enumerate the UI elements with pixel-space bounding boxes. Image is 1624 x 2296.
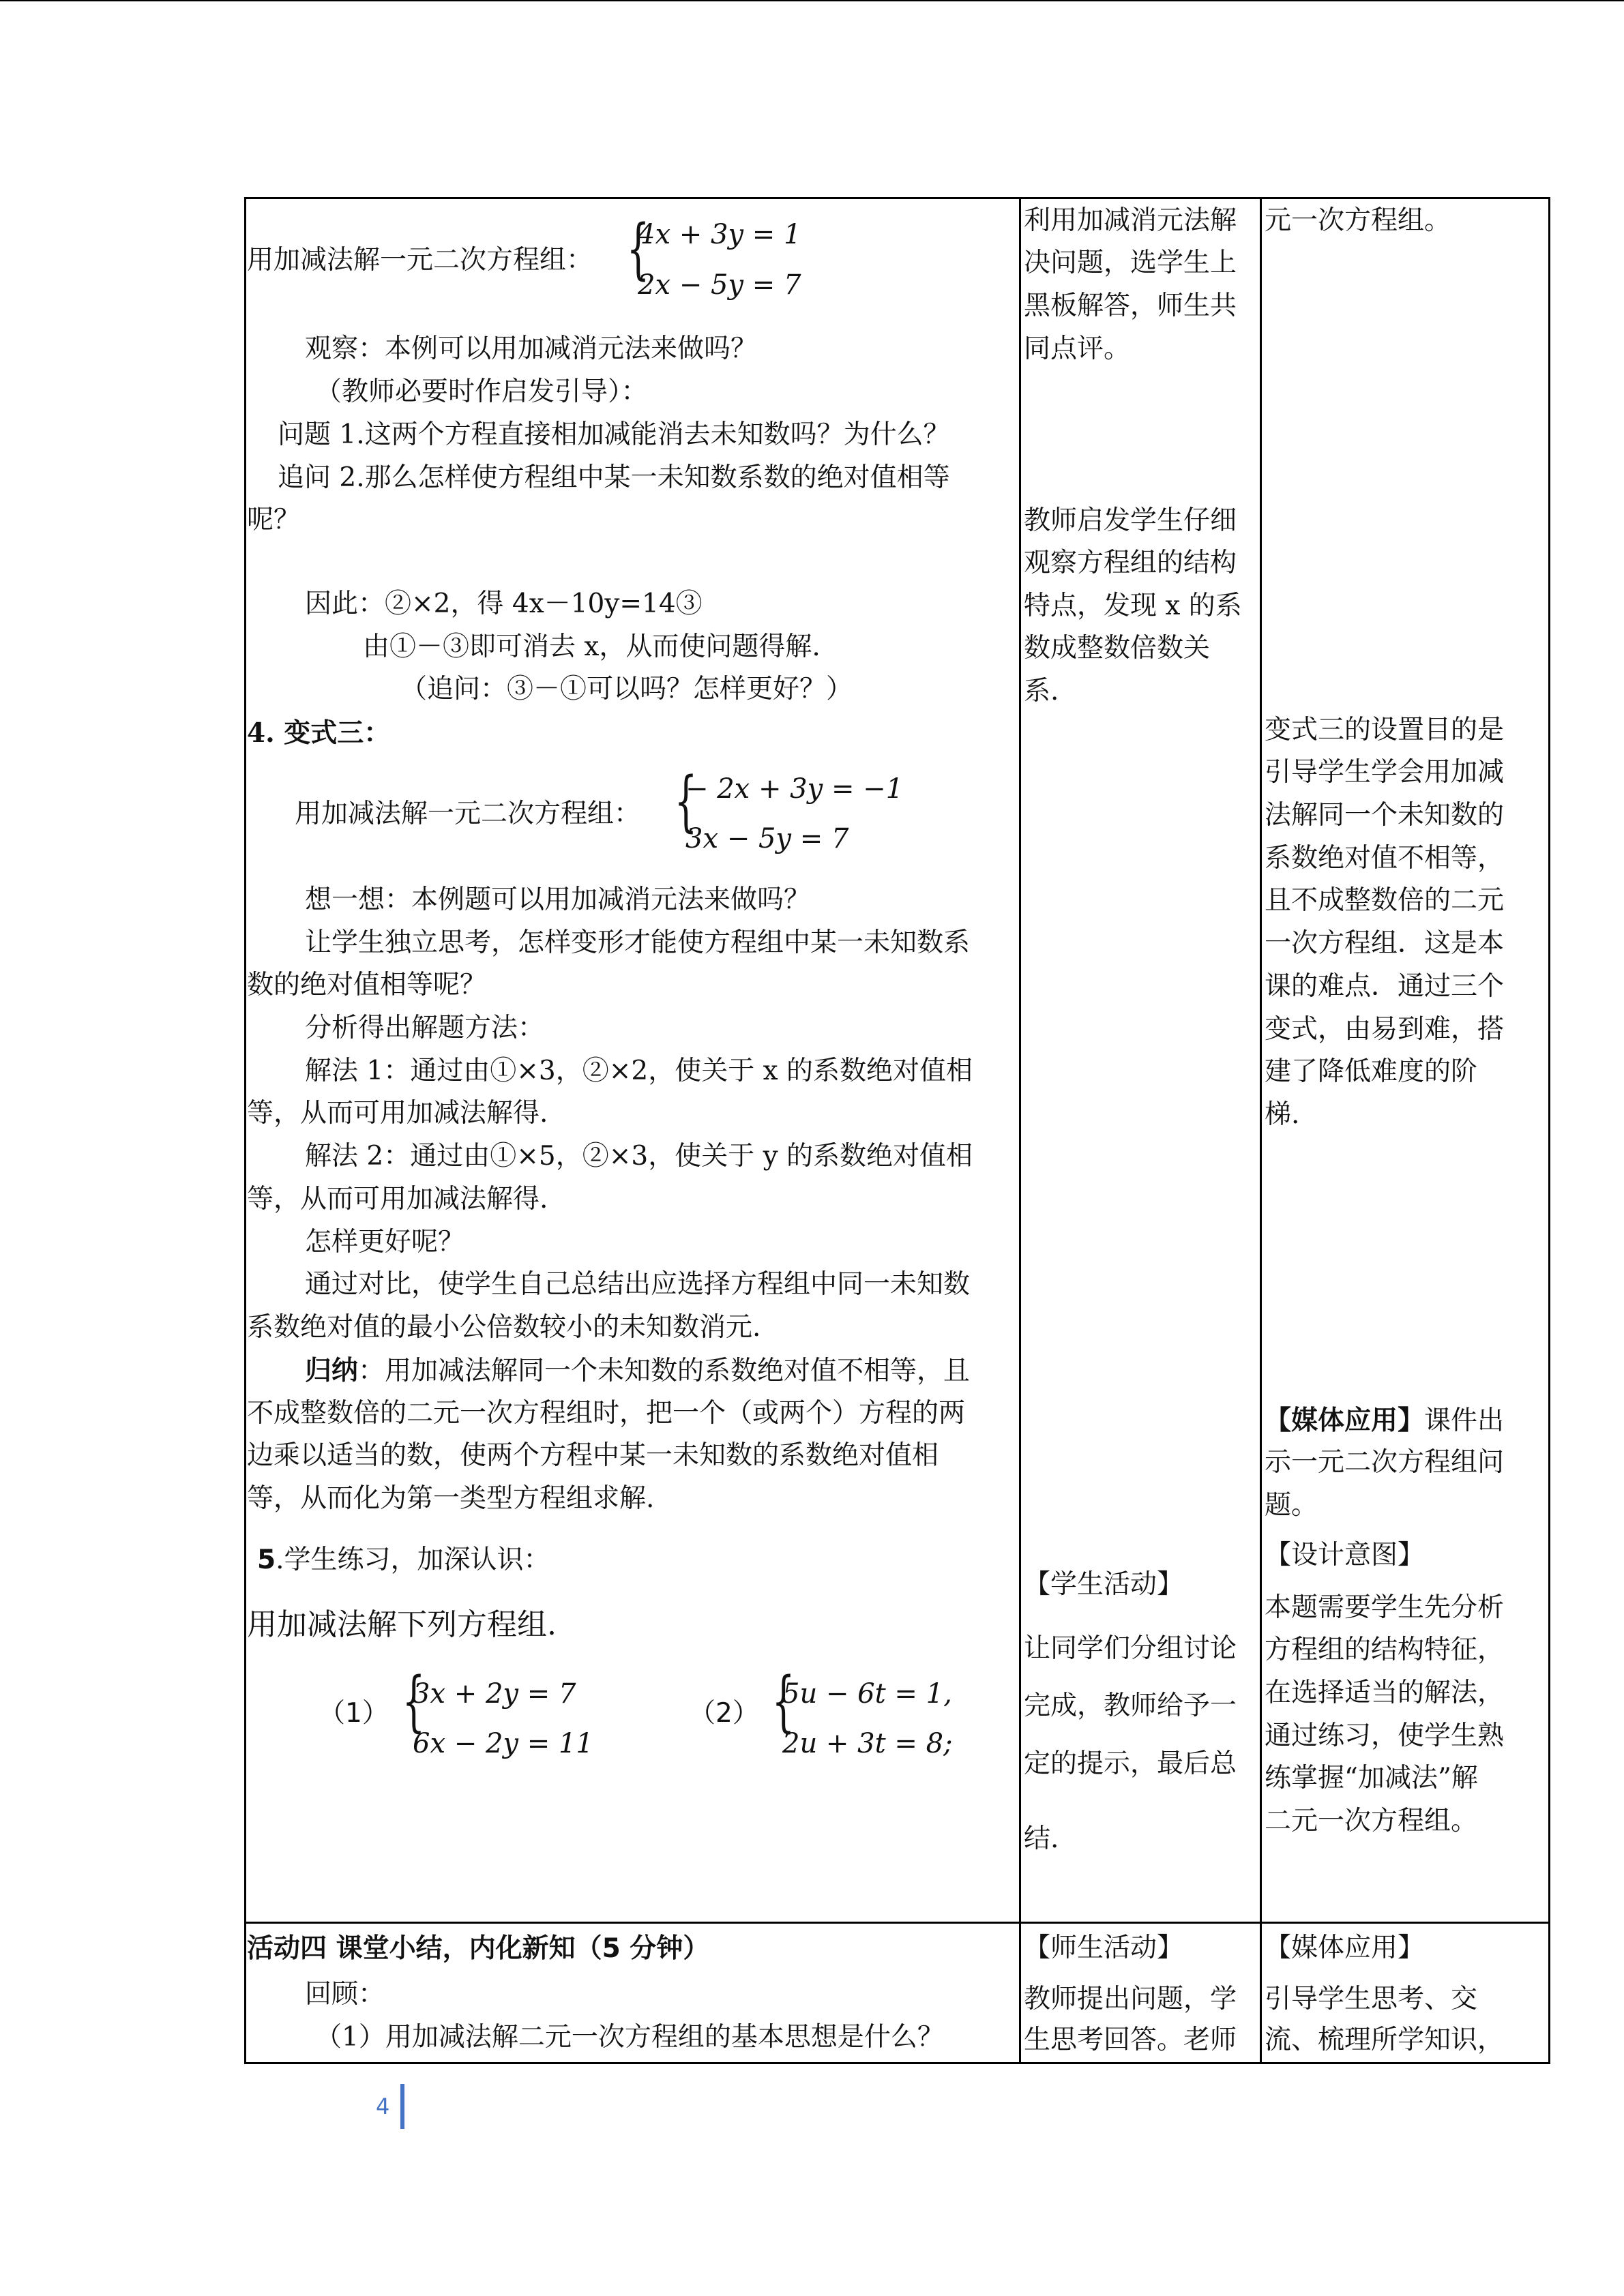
review-question: （1）用加减法解二元一次方程组的基本思想是什么？ [315, 2022, 944, 2053]
practice-title-text: .学生练习，加深认识： [276, 1545, 550, 1575]
eliminate-text: 由①－③即可消去 x，从而使问题得解. [363, 631, 821, 662]
col3-text: 梯. [1265, 1099, 1300, 1130]
media-line [1265, 1405, 1504, 1436]
question-1: 问题 1.这两个方程直接相加减能消去未知数吗？为什么？ [278, 419, 950, 450]
compare-text-cont: 系数绝对值的最小公倍数较小的未知数消元. [247, 1312, 761, 1343]
col2-text: 定的提示，最后总 [1024, 1748, 1237, 1779]
summary-label: 归纳 [305, 1355, 359, 1386]
equation-line: 6x − 2y = 11 [413, 1728, 593, 1759]
example-intro: 用加减法解一元二次方程组： [247, 245, 593, 275]
media-text: 课件出 [1424, 1405, 1505, 1436]
col2-text: 教师启发学生仔细 [1024, 505, 1237, 536]
col3-text: 且不成整数倍的二元 [1265, 885, 1505, 916]
table-left-border [244, 197, 246, 2064]
table-column-divider [1260, 197, 1262, 2064]
col3-text: 变式三的设置目的是 [1265, 715, 1505, 745]
table-column-divider [1019, 197, 1021, 2064]
review-label: 回顾： [305, 1979, 385, 2010]
col2-text: 数成整数倍数关 [1024, 633, 1211, 664]
col3-text: 题。 [1265, 1490, 1318, 1521]
table-row-divider [244, 1922, 1550, 1924]
col2-text: 同点评。 [1024, 333, 1131, 364]
equation-brace: { [626, 211, 650, 287]
page-number: 4 [376, 2093, 390, 2119]
equation-brace: { [674, 763, 698, 839]
col3-text: 课的难点．通过三个 [1265, 971, 1505, 1002]
design-intent-label: 【设计意图】 [1265, 1540, 1425, 1570]
col3-text: 系数绝对值不相等， [1265, 843, 1505, 874]
table-right-border [1548, 197, 1550, 2064]
col3-text: 练掌握“加减法”解 [1265, 1763, 1478, 1793]
question-2: 追问 2.那么怎样使方程组中某一未知数系数的绝对值相等 [278, 462, 950, 493]
col2-text: 黑板解答，师生共 [1024, 290, 1237, 321]
variant-intro: 用加减法解一元二次方程组： [295, 799, 641, 829]
practice-intro: 用加减法解下列方程组. [247, 1607, 557, 1642]
independent-text-cont: 数的绝对值相等呢？ [247, 970, 487, 1000]
therefore-text: 因此：②×2，得 4x－10y=14③ [305, 588, 703, 619]
col3-text: 元一次方程组。 [1265, 205, 1451, 236]
col3-text: 在选择适当的解法， [1265, 1678, 1505, 1708]
equation-line: 5u − 6t = 1, [782, 1678, 952, 1710]
practice-number: 5 [257, 1545, 276, 1575]
page-top-border [0, 0, 1624, 1]
method-2-cont: 等，从而可用加减法解得. [247, 1184, 548, 1214]
col2-text: 特点，发现 x 的系 [1024, 591, 1242, 621]
col2-text: 决问题，选学生上 [1024, 248, 1237, 278]
col3-text: 方程组的结构特征， [1265, 1635, 1505, 1665]
guide-text: （教师必要时作启发引导）： [315, 376, 648, 407]
col2-text: 观察方程组的结构 [1024, 548, 1237, 578]
media-label-2: 【媒体应用】 [1265, 1933, 1425, 1963]
method-2: 解法 2：通过由①×5，②×3，使关于 y 的系数绝对值相 [305, 1141, 973, 1172]
equation-line: 3x + 2y = 7 [413, 1678, 576, 1710]
table-bottom-border [244, 2062, 1550, 2064]
col3-text: 建了降低难度的阶 [1265, 1056, 1478, 1087]
question-2-cont: 呢？ [247, 505, 301, 535]
col2-text: 系. [1024, 676, 1059, 706]
problem-1-label: （1） [319, 1698, 389, 1729]
summary-line: 不成整数倍的二元一次方程组时，把一个（或两个）方程的两 [247, 1398, 966, 1429]
col2-text: 让同学们分组讨论 [1024, 1633, 1237, 1664]
activity-4-minutes: 5 [602, 1933, 621, 1964]
think-text: 想一想：本例题可以用加减消元法来做吗？ [305, 884, 811, 915]
page-number-bar [400, 2084, 404, 2129]
compare-text: 通过对比，使学生自己总结出应选择方程组中同一未知数 [305, 1269, 971, 1300]
analysis-text: 分析得出解题方法： [305, 1013, 545, 1043]
media-label: 【媒体应用】 [1265, 1405, 1425, 1436]
equation-line: 4x + 3y = 1 [638, 219, 801, 250]
followup-text: （追问：③－①可以吗？怎样更好？） [400, 674, 853, 704]
col3-text: 引导学生学会用加减 [1265, 757, 1505, 788]
col2-text: 结. [1024, 1823, 1059, 1854]
col3-text: 二元一次方程组。 [1265, 1806, 1478, 1836]
summary-line: 等，从而化为第一类型方程组求解. [247, 1483, 655, 1514]
col2-text: 生思考回答。老师 [1024, 2025, 1237, 2055]
col3-text: 一次方程组．这是本 [1265, 928, 1505, 959]
problem-2-label: （2） [689, 1698, 759, 1729]
table-top-border [244, 197, 1550, 199]
equation-line: 2x − 5y = 7 [638, 269, 801, 301]
col2-text: 利用加减消元法解 [1024, 205, 1237, 236]
summary-text: ：用加减法解同一个未知数的系数绝对值不相等，且 [358, 1356, 971, 1386]
better-text: 怎样更好呢？ [305, 1227, 465, 1257]
col2-text: 完成，教师给予一 [1024, 1690, 1237, 1721]
col3-text: 引导学生思考、交 [1265, 1984, 1478, 2014]
method-1: 解法 1：通过由①×3，②×2，使关于 x 的系数绝对值相 [305, 1056, 973, 1086]
summary-line [305, 1356, 970, 1386]
teacher-activity-label: 【师生活动】 [1024, 1933, 1184, 1963]
activity-4-title-text: 活动四 课堂小结，内化新知（ [247, 1933, 602, 1964]
observe-text: 观察：本例可以用加减消元法来做吗？ [305, 333, 758, 364]
independent-text: 让学生独立思考，怎样变形才能使方程组中某一未知数系 [305, 927, 971, 958]
method-1-cont: 等，从而可用加减法解得. [247, 1098, 548, 1129]
practice-title [257, 1545, 550, 1575]
col2-text: 教师提出问题，学 [1024, 1984, 1237, 2014]
col3-text: 变式，由易到难，搭 [1265, 1014, 1505, 1045]
col3-text: 流、梳理所学知识， [1265, 2025, 1505, 2055]
col3-text: 示一元二次方程组问 [1265, 1447, 1505, 1478]
equation-brace: { [402, 1663, 426, 1740]
summary-line: 边乘以适当的数，使两个方程中某一未知数的系数绝对值相 [247, 1440, 939, 1471]
equation-line: 2u + 3t = 8; [782, 1728, 953, 1759]
variant-title: 4. 变式三： [247, 717, 391, 749]
student-activity-label: 【学生活动】 [1024, 1569, 1184, 1600]
activity-4-title [247, 1933, 709, 1964]
equation-line: 3x − 5y = 7 [685, 823, 849, 854]
equation-line: − 2x + 3y = −1 [685, 773, 904, 805]
col3-text: 法解同一个未知数的 [1265, 800, 1505, 831]
equation-brace: { [771, 1663, 795, 1740]
col3-text: 通过练习，使学生熟 [1265, 1720, 1505, 1751]
col3-text: 本题需要学生先分析 [1265, 1592, 1505, 1623]
activity-4-title-tail: 分钟） [620, 1933, 710, 1964]
